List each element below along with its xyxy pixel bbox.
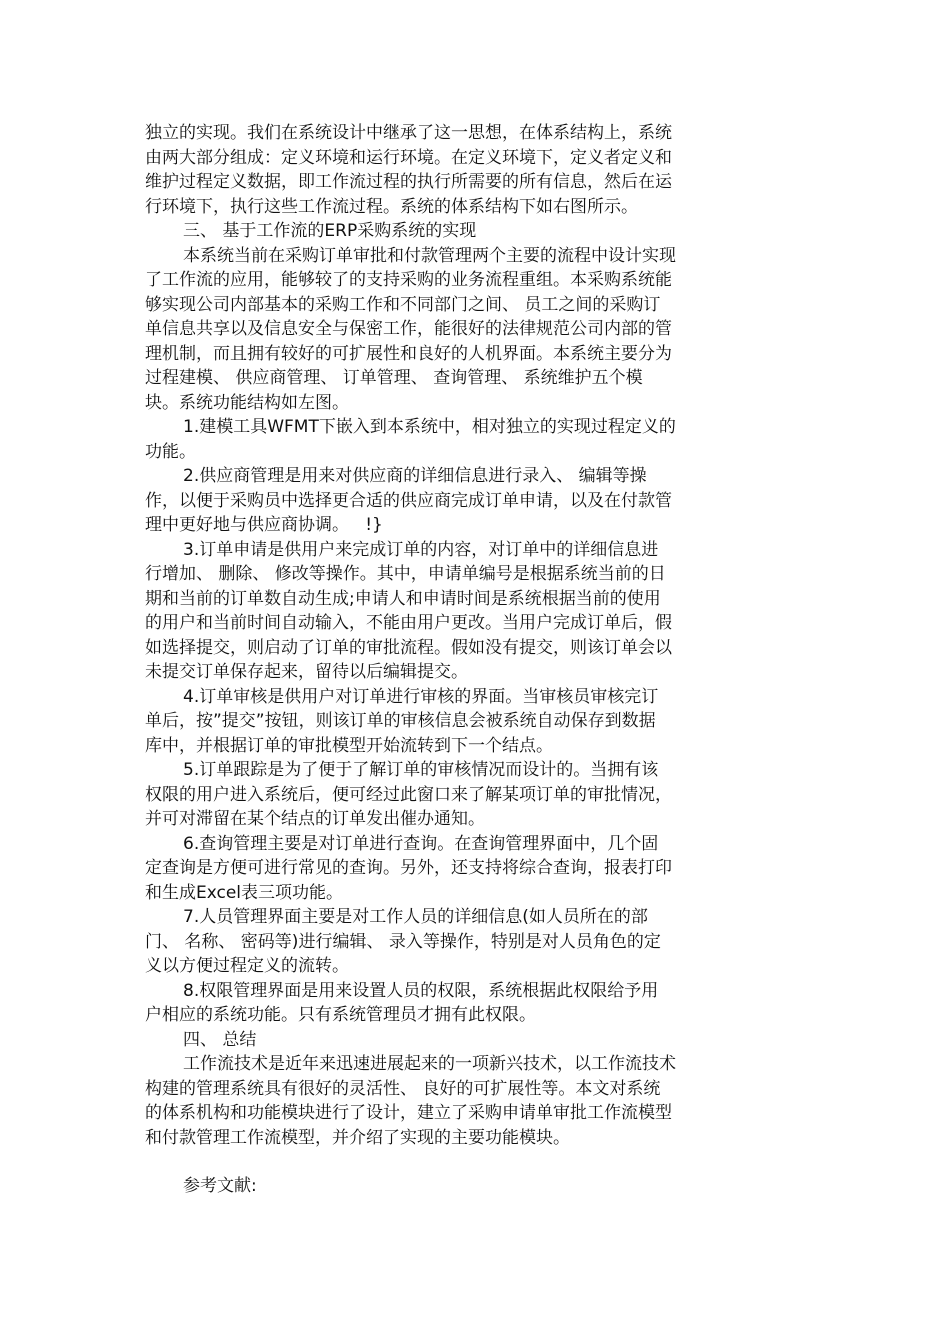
- text-line: 和生成Excel表三项功能。: [145, 882, 344, 903]
- text-line: 2.供应商管理是用来对供应商的详细信息进行录入、 编辑等操: [183, 466, 647, 486]
- text-line: 定查询是方便可进行常见的查询。另外，还支持将综合查询，报表打印: [145, 858, 672, 878]
- text-line: 构建的管理系统具有很好的灵活性、 良好的可扩展性等。本文对系统: [145, 1078, 661, 1099]
- text-line: 了工作流的应用，能够较了的支持采购的业务流程重组。本采购系统能: [145, 270, 672, 290]
- text-line: 四、 总结: [183, 1029, 257, 1050]
- paragraph: [145, 464, 745, 538]
- text-line: 参考文献:: [183, 1176, 257, 1196]
- text-line: 理中更好地与供应商协调。 !}: [145, 515, 383, 535]
- text-line: 本系统当前在采购订单审批和付款管理两个主要的流程中设计实现: [183, 245, 676, 266]
- text-line: 的体系机构和功能模块进行了设计，建立了采购申请单审批工作流模型: [145, 1103, 672, 1123]
- paragraph: [145, 244, 745, 416]
- text-line: 由两大部分组成：定义环境和运行环境。在定义环境下，定义者定义和: [145, 147, 672, 168]
- document-page: [145, 121, 745, 1199]
- paragraph: [145, 905, 745, 979]
- text-line: 5.订单跟踪是为了便于了解订单的审核情况而设计的。当拥有该: [183, 760, 659, 780]
- text-line: 理机制，而且拥有较好的可扩展性和良好的人机界面。本系统主要分为: [145, 343, 672, 364]
- text-line: 工作流技术是近年来迅速进展起来的一项新兴技术，以工作流技术: [183, 1054, 676, 1074]
- paragraph: [145, 832, 745, 906]
- text-line: 并可对滞留在某个结点的订单发出催办通知。: [145, 809, 485, 829]
- paragraph: [145, 415, 745, 464]
- text-line: 门、 名称、 密码等)进行编辑、 录入等操作，特别是对人员角色的定: [145, 931, 661, 952]
- text-line: 块。系统功能结构如左图。: [145, 392, 349, 413]
- text-line: 单后，按”提交”按钮，则该订单的审核信息会被系统自动保存到数据: [145, 711, 656, 731]
- paragraph: [145, 685, 745, 759]
- text-line: 7.人员管理界面主要是对工作人员的详细信息(如人员所在的部: [183, 907, 648, 927]
- paragraph: [145, 538, 745, 685]
- paragraph: [145, 979, 745, 1028]
- paragraph-gap: [145, 1150, 745, 1174]
- text-line: 行增加、 删除、 修改等操作。其中，申请单编号是根据系统当前的日: [145, 564, 666, 584]
- text-line: 8.权限管理界面是用来设置人员的权限，系统根据此权限给予用: [183, 980, 659, 1001]
- text-line: 作，以便于采购员中选择更合适的供应商完成订单申请，以及在付款管: [145, 490, 672, 511]
- text-line: 期和当前的订单数自动生成;申请人和申请时间是系统根据当前的使用: [145, 588, 661, 609]
- text-line: 如选择提交，则启动了订单的审批流程。假如没有提交，则该订单会以: [145, 637, 672, 658]
- section-heading: [145, 1028, 745, 1053]
- text-line: 3.订单申请是供用户来完成订单的内容，对订单中的详细信息进: [183, 539, 659, 560]
- text-line: 独立的实现。我们在系统设计中继承了这一思想，在体系结构上，系统: [145, 123, 672, 143]
- paragraph: [145, 758, 745, 832]
- text-line: 户相应的系统功能。只有系统管理员才拥有此权限。: [145, 1005, 536, 1025]
- text-line: 够实现公司内部基本的采购工作和不同部门之间、 员工之间的采购订: [145, 294, 661, 315]
- paragraph: [145, 1052, 745, 1150]
- paragraph: [145, 121, 745, 219]
- text-line: 维护过程定义数据，即工作流过程的执行所需要的所有信息，然后在运: [145, 172, 672, 192]
- section-heading: [145, 219, 745, 244]
- text-line: 和付款管理工作流模型，并介绍了实现的主要功能模块。: [145, 1127, 570, 1148]
- section-heading: [145, 1174, 745, 1199]
- text-line: 单信息共享以及信息安全与保密工作，能很好的法律规范公司内部的管: [145, 319, 672, 339]
- text-line: 库中，并根据订单的审批模型开始流转到下一个结点。: [145, 735, 553, 756]
- text-line: 4.订单审核是供用户对订单进行审核的界面。当审核员审核完订: [183, 686, 659, 707]
- text-line: 6.查询管理主要是对订单进行查询。在查询管理界面中，几个固: [183, 833, 659, 854]
- text-line: 的用户和当前时间自动输入，不能由用户更改。当用户完成订单后，假: [145, 613, 672, 633]
- text-line: 权限的用户进入系统后，便可经过此窗口来了解某项订单的审批情况，: [145, 784, 672, 805]
- text-line: 1.建模工具WFMT下嵌入到本系统中，相对独立的实现过程定义的: [183, 417, 676, 437]
- text-line: 过程建模、 供应商管理、 订单管理、 查询管理、 系统维护五个模: [145, 368, 643, 388]
- text-line: 三、 基于工作流的ERP采购系统的实现: [183, 221, 477, 241]
- text-line: 行环境下，执行这些工作流过程。系统的体系结构下如右图所示。: [145, 196, 638, 217]
- text-line: 义以方便过程定义的流转。: [145, 956, 349, 976]
- text-line: 未提交订单保存起来，留待以后编辑提交。: [145, 662, 468, 682]
- text-line: 功能。: [145, 441, 196, 462]
